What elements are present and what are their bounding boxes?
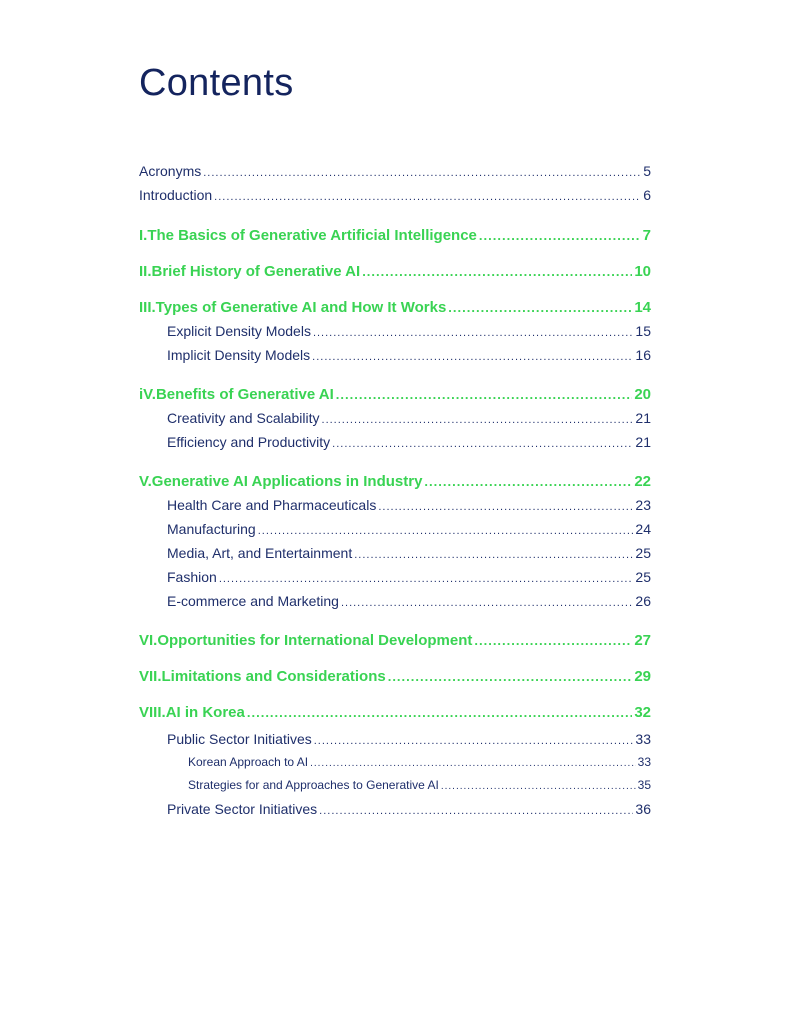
toc-entry-strategies-generative-ai[interactable] — [139, 778, 651, 801]
toc-page-number: 32 — [634, 704, 651, 721]
dot-leader — [258, 525, 634, 537]
toc-entry-label: Acronyms — [139, 163, 202, 179]
toc-chapter-6[interactable] — [139, 632, 651, 656]
dot-leader — [378, 501, 633, 513]
toc-page-number: 5 — [643, 163, 651, 179]
toc-page-number: 25 — [635, 569, 651, 585]
dot-leader — [332, 438, 633, 450]
toc-page-number: 14 — [634, 299, 651, 316]
toc-chapter-label: Limitations and Considerations — [161, 668, 386, 685]
toc-chapter-8[interactable] — [139, 704, 651, 728]
toc-chapter-1[interactable] — [139, 227, 651, 251]
toc-page-number: 33 — [637, 755, 651, 769]
toc-page-number: 26 — [635, 593, 651, 609]
chapter-number: VII. — [139, 668, 162, 685]
toc-page-number: 24 — [635, 521, 651, 537]
toc-entry-fashion[interactable] — [139, 569, 651, 593]
toc-entry-label: Explicit Density Models — [167, 323, 311, 339]
chapter-number: III. — [139, 299, 156, 316]
dot-leader — [362, 264, 632, 279]
toc-entry-label: Efficiency and Productivity — [167, 434, 331, 450]
toc-entry-implicit-density-models[interactable] — [139, 347, 651, 371]
toc-entry-label: Manufacturing — [167, 521, 256, 537]
page-title: Contents — [139, 62, 294, 104]
dot-leader — [336, 387, 633, 402]
dot-leader — [354, 549, 633, 561]
toc-chapter-label: AI in Korea — [165, 704, 245, 721]
toc-entry-introduction[interactable] — [139, 187, 651, 211]
toc-chapter-label: Brief History of Generative AI — [151, 263, 361, 280]
dot-leader — [203, 167, 641, 179]
toc-entry-ecommerce-marketing[interactable] — [139, 593, 651, 617]
dot-leader — [388, 669, 633, 684]
dot-leader — [247, 705, 632, 720]
toc-page-number: 33 — [635, 731, 651, 747]
toc-entry-label: Media, Art, and Entertainment — [167, 545, 353, 561]
toc-entry-public-sector[interactable] — [139, 731, 651, 755]
toc-chapter-label: Opportunities for International Development — [157, 632, 473, 649]
chapter-number: iV. — [139, 386, 156, 403]
toc-entry-label: Creativity and Scalability — [167, 410, 320, 426]
toc-page-number: 6 — [643, 187, 651, 203]
toc-page-number: 21 — [635, 410, 651, 426]
chapter-number: II. — [139, 263, 152, 280]
toc-page-number: 7 — [642, 227, 651, 244]
chapter-number: VI. — [139, 632, 158, 649]
toc-entry-health-care[interactable] — [139, 497, 651, 521]
toc-entry-media-art-entertainment[interactable] — [139, 545, 651, 569]
toc-entry-explicit-density-models[interactable] — [139, 323, 651, 347]
toc-page-number: 15 — [635, 323, 651, 339]
dot-leader — [319, 805, 633, 817]
toc-page-number: 25 — [635, 545, 651, 561]
dot-leader — [310, 758, 636, 769]
dot-leader — [448, 300, 632, 315]
toc-chapter-label: Benefits of Generative AI — [155, 386, 334, 403]
toc-entry-label: E-commerce and Marketing — [167, 593, 339, 609]
dot-leader — [214, 191, 641, 203]
toc-chapter-3[interactable] — [139, 299, 651, 323]
toc-entry-label: Introduction — [139, 187, 213, 203]
toc-entry-label: Public Sector Initiatives — [167, 731, 312, 747]
toc-entry-label: Fashion — [167, 569, 217, 585]
chapter-number: V. — [139, 473, 152, 490]
toc-entry-manufacturing[interactable] — [139, 521, 651, 545]
dot-leader — [219, 573, 634, 585]
toc-chapter-2[interactable] — [139, 263, 651, 287]
toc-page-number: 29 — [634, 668, 651, 685]
toc-entry-label: Implicit Density Models — [167, 347, 311, 363]
toc-entry-korean-approach[interactable] — [139, 755, 651, 778]
dot-leader — [441, 781, 636, 792]
toc-entry-label: Strategies for and Approaches to Generative AI — [188, 778, 439, 792]
toc-entry-label: Korean Approach to AI — [188, 755, 309, 769]
dot-leader — [341, 597, 633, 609]
toc-entry-label: Private Sector Initiatives — [167, 801, 318, 817]
dot-leader — [424, 474, 632, 489]
toc-page-number: 16 — [635, 347, 651, 363]
toc-page-number: 35 — [637, 778, 651, 792]
toc-page-number: 21 — [635, 434, 651, 450]
toc-page-number: 36 — [635, 801, 651, 817]
toc-entry-acronyms[interactable] — [139, 163, 651, 187]
dot-leader — [474, 633, 632, 648]
toc-chapter-label: The Basics of Generative Artificial Intelligence — [147, 227, 477, 244]
toc-page-number: 27 — [634, 632, 651, 649]
toc-page-number: 22 — [634, 473, 651, 490]
toc-chapter-label: Types of Generative AI and How It Works — [155, 299, 447, 316]
toc-entry-creativity-and-scalability[interactable] — [139, 410, 651, 434]
toc-chapter-label: Generative AI Applications in Industry — [151, 473, 423, 490]
toc-page-number: 23 — [635, 497, 651, 513]
chapter-number: I. — [139, 227, 148, 244]
table-of-contents — [139, 163, 651, 825]
dot-leader — [314, 735, 634, 747]
toc-entry-label: Health Care and Pharmaceuticals — [167, 497, 377, 513]
toc-page-number: 10 — [634, 263, 651, 280]
chapter-number: VIII. — [139, 704, 166, 721]
toc-page-number: 20 — [634, 386, 651, 403]
toc-entry-efficiency-and-productivity[interactable] — [139, 434, 651, 458]
dot-leader — [479, 228, 641, 243]
dot-leader — [313, 327, 633, 339]
toc-chapter-5[interactable] — [139, 473, 651, 497]
toc-chapter-4[interactable] — [139, 386, 651, 410]
dot-leader — [312, 351, 633, 363]
toc-chapter-7[interactable] — [139, 668, 651, 692]
toc-entry-private-sector[interactable] — [139, 801, 651, 825]
dot-leader — [322, 414, 634, 426]
